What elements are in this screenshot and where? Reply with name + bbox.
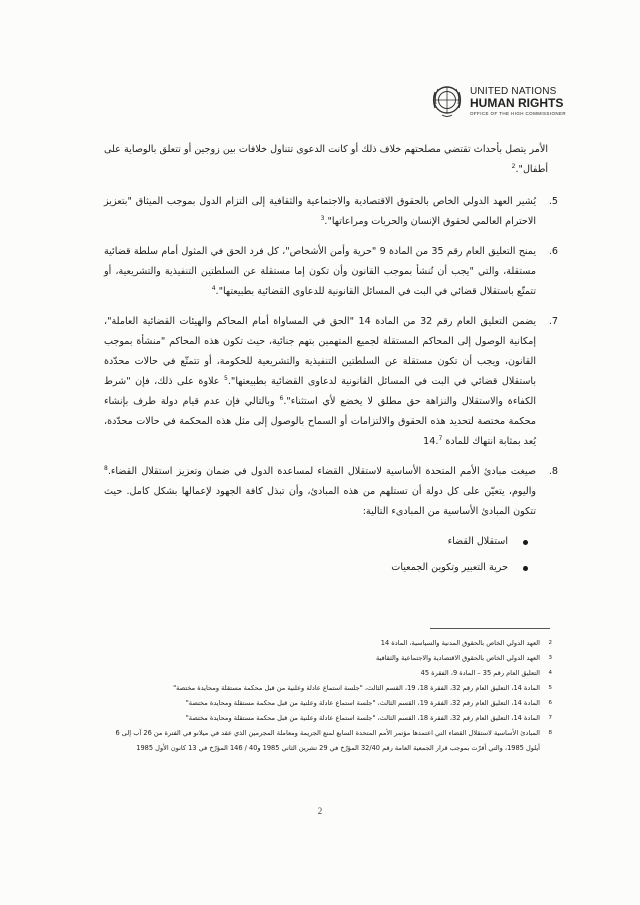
- footnote: [104, 696, 552, 711]
- paragraph-text: واليوم، يتعيّن على كل دولة أن تستلهم من هذه المبادئ، وأن تبذل كافة الجهود لإعمالها بشكل كامل. حيث تتكون المبادئ الأساسية من المبادىء التالية:: [104, 486, 536, 517]
- footnote-text: المادة 14، التعليق العام رقم 32، الفقرة 18، القسم الثالث، "جلسة استماع عادلة وعلنية من قبل محكمة مستقلة ومحايدة مختصة": [185, 714, 540, 722]
- footnote-text: العهد الدولي الخاص بالحقوق الاقتصادية والاجتماعية والثقافية: [375, 654, 540, 662]
- paragraph-8: [104, 462, 558, 522]
- footnote-text: المادة 14، التعليق العام رقم 32، الفقرة 19، القسم الثالث، "جلسة استماع عادلة وعلنية من قبل محكمة مستقلة ومحايدة مختصة": [185, 699, 540, 707]
- page-number: 2: [317, 806, 323, 816]
- paragraph-number: 8.: [548, 466, 558, 477]
- footnote-ref: 3: [320, 214, 325, 222]
- list-item-text: حرية التعبير وتكوين الجمعيات: [391, 562, 508, 573]
- ohchr-logo: [430, 82, 580, 122]
- un-emblem-icon: [430, 82, 464, 118]
- list-item: [104, 532, 508, 552]
- paragraph-number: 5.: [548, 196, 558, 207]
- logo-line3: OFFICE OF THE HIGH COMMISSIONER: [470, 111, 567, 116]
- footnotes: [104, 636, 552, 756]
- paragraph-text: صيغت مبادئ الأمم المتحدة الأساسية لاستقلال القضاء لمساعدة الدول في ضمان وتعزيز استقلال القضاء.: [107, 466, 536, 477]
- document-body: [104, 140, 558, 584]
- footnote-ref: 5: [224, 374, 228, 382]
- footnote-ref: 8: [104, 464, 108, 472]
- footnote-text: العهد الدولي الخاص بالحقوق المدنية والسياسية، المادة 14: [380, 639, 540, 647]
- paragraph-text: يُشير العهد الدولي الخاص بالحقوق الاقتصادية والاجتماعية والثقافية إلى التزام الدول بموجب الميثاق "بتعزيز الاحترام العالمي لحقوق الإنسان والحريات ومراعاتها".: [104, 196, 536, 227]
- footnote: [104, 666, 552, 681]
- footnote-number: 4: [548, 670, 552, 676]
- footnote-number: 7: [548, 715, 552, 721]
- footnote-number: 2: [548, 640, 552, 646]
- list-item: [104, 558, 508, 578]
- paragraph-7: [104, 312, 558, 452]
- footnote-number: 6: [548, 700, 552, 706]
- footnote-text: التعليق العام رقم 35 – المادة 9، الفقرة 45: [420, 669, 540, 677]
- footnote-text: المادة 14، التعليق العام رقم 32، الفقرة 18، 19، القسم الثالث، "جلسة استماع عادلة وعلنية من قبل محكمة مستقلة ومحايدة مختصة": [173, 684, 540, 692]
- footnote: [104, 636, 552, 651]
- paragraph-text: يضمن التعليق العام رقم 32 من المادة 14 "الحق في المساواة أمام المحاكم والهيئات القضائية العاملة"، إمكانية الوصول إلى المحاكم المستقلة لجميع المتهمين بتهم جنائية، حيث تكون هذه المحاكم "منشأة بموجب القانون، ويجب أن تكون مستقلة عن السلطتين التنفيذية والتشريعية للحكومة، أو تتمتّع في حالات محدّدة باستقلال قضائي في البت في المسائل القانونية لدعاوى القضائية بطبيعتها".: [104, 316, 537, 387]
- paragraph-text: وبالتالي فإن عدم قيام دولة طرف بإنشاء محكمة مختصة لتحديد هذه الحقوق والالتزامات أو السماح بالوصول إلى مثل هذه المحكمة في حالات محدّدة، يُعد بمثابة انتهاك للمادة 14.: [104, 396, 536, 447]
- footnote: [104, 651, 552, 666]
- paragraph-number: 7.: [548, 316, 558, 327]
- footnote: [104, 711, 552, 726]
- footnote: [104, 726, 552, 756]
- paragraph-text: يمنح التعليق العام رقم 35 من المادة 9 "حرية وأمن الأشخاص"، كل فرد الحق في المثول أمام سلطة قضائية مستقلة، والتي "يجب أن تُنشأ بموجب القانون وأن تكون إما مستقلة عن السلطتين التنفيذية والتشريعية، أو تتمتّع باستقلال قضائي في البت في المسائل القانونية للدعاوى القضائية بطبيعتها".: [104, 246, 537, 297]
- footnote-number: 8: [548, 730, 552, 736]
- intro-paragraph: [104, 140, 548, 180]
- footnote-number: 3: [548, 655, 552, 661]
- paragraph-5: [104, 192, 558, 232]
- footnote-ref: 7: [438, 434, 443, 442]
- footnote-ref: 2: [511, 162, 516, 170]
- footnote: [104, 681, 552, 696]
- bullet-icon: [523, 540, 528, 545]
- paragraph-text: علاوة على ذلك، فإن "شرط الكفاءة والاستقلال والنزاهة حق مطلق لا يخضع لأي استثناء".: [104, 376, 536, 407]
- bullet-icon: [523, 566, 528, 571]
- paragraph-number: 6.: [548, 246, 558, 257]
- principles-list: [104, 532, 548, 578]
- intro-text: الأمر يتصل بأحداث تقتضي مصلحتهم خلاف ذلك أو كانت الدعوى تتناول خلافات بين زوجين أو تتعلق بالوصاية على أطفال".: [104, 144, 548, 175]
- footnote-ref: 4: [211, 284, 216, 292]
- footnote-separator: [430, 628, 550, 629]
- footnote-number: 5: [548, 685, 552, 691]
- footnote-text: المبادئ الأساسية لاستقلال القضاء التي اعتمدها مؤتمر الأمم المتحدة السابع لمنع الجريمة ومعاملة المجرمين الذي عقد في ميلانو في الفترة من 26 آب إلى 6 أيلول 1985، والتي أقرّت بموجب قرار الجمعية العامة رقم 32/40 المؤرّخ في 29 تشرين الثاني 1985 و40 / 146 المؤرّخ في 13 كانون الأول 1985: [115, 729, 540, 752]
- logo-line1: UNITED NATIONS: [470, 86, 557, 97]
- paragraph-6: [104, 242, 558, 302]
- list-item-text: استقلال القضاء: [447, 536, 508, 547]
- logo-line2: HUMAN RIGHTS: [470, 96, 564, 110]
- footnote-ref: 6: [279, 394, 284, 402]
